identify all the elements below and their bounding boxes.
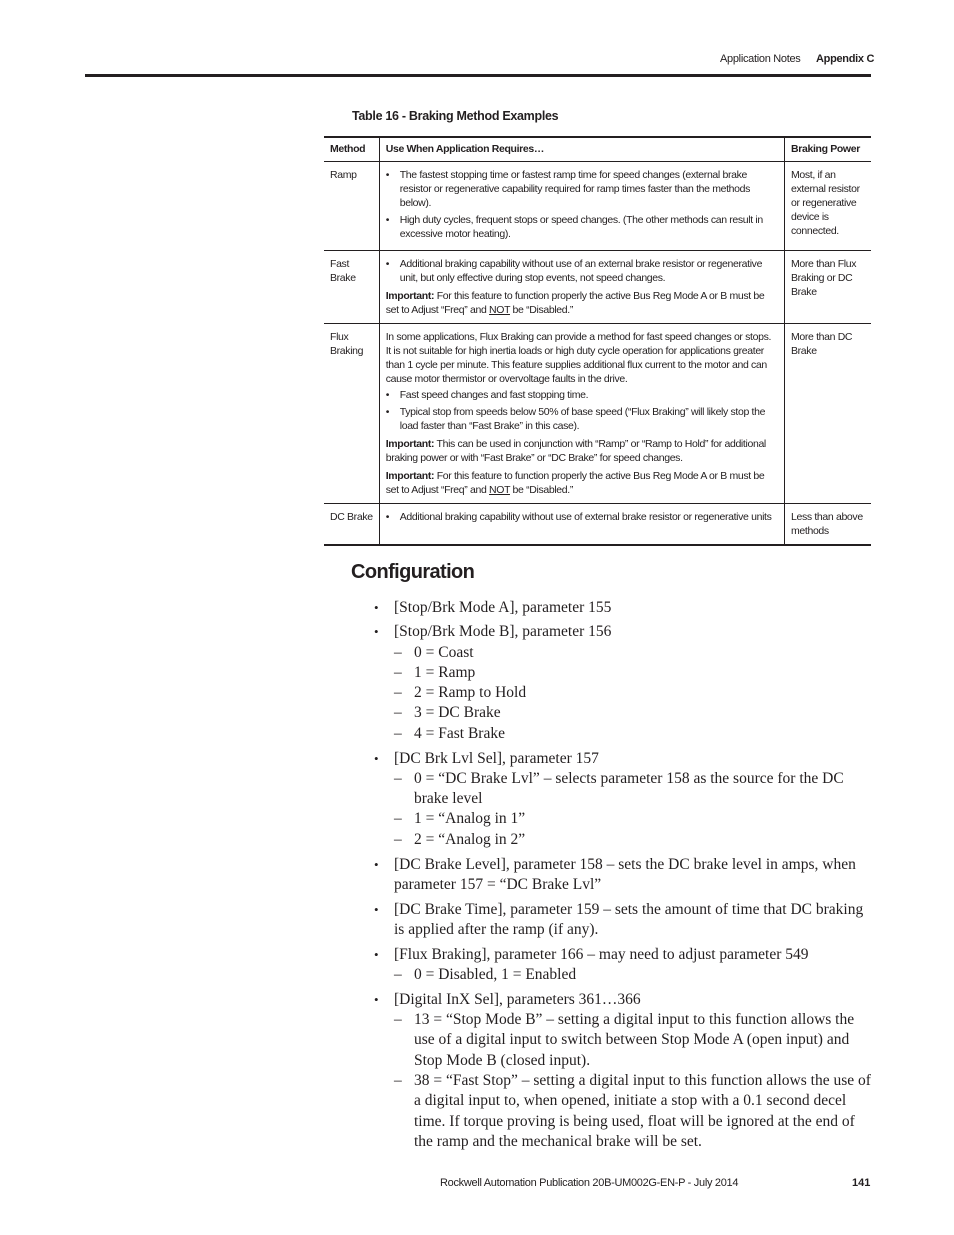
bullet-item: • High duty cycles, frequent stops or speed changes. (The other methods can result in excessive motor heating).	[386, 213, 778, 241]
table-title: Table 16 - Braking Method Examples	[352, 109, 559, 123]
sub-list-item: – 4 = Fast Brake	[374, 724, 874, 744]
braking-power-cell: More than DC Brake	[785, 324, 872, 504]
sub-list-item: – 1 = “Analog in 1”	[374, 809, 874, 829]
braking-power-cell: Most, if an external resistor or regenerative device is connected.	[785, 162, 872, 251]
use-when-cell	[379, 162, 784, 251]
bullet-item: • The fastest stopping time or fastest ramp time for speed changes (external brake resistor or regenerative capability required for ramp times faster than the methods below).	[386, 168, 778, 210]
important-not: NOT	[489, 304, 510, 316]
flux-intro-text: In some applications, Flux Braking can provide a method for fast speed changes or stops. It is not suitable for high inertia loads or high duty cycle operation for applications greater than 1 cycle per minute. This feature supplies additional flux current to the motor and can cause motor thermistor or overvoltage faults in the drive.	[385, 331, 772, 385]
method-cell: DC Brake	[324, 504, 379, 546]
list-item: • [Digital InX Sel], parameters 361…366	[374, 990, 874, 1010]
list-item: • [DC Brk Lvl Sel], parameter 157	[374, 749, 874, 769]
bullet-item: • Typical stop from speeds below 50% of base speed (“Flux Braking” will likely stop the load faster than “Fast Brake” in this case).	[386, 405, 778, 433]
braking-power-cell: More than Flux Braking or DC Brake	[785, 251, 872, 324]
running-header-section: Application Notes	[720, 53, 801, 65]
bullet-item: • Additional braking capability without use of an external brake resistor or regenerative unit, but only effective during stop events, not speed changes.	[386, 257, 778, 285]
use-when-cell	[379, 504, 784, 546]
method-cell: Fast Brake	[324, 251, 379, 324]
list-item: • [DC Brake Level], parameter 158 – sets the DC brake level in amps, when parameter 157 = “DC Brake Lvl”	[374, 855, 874, 896]
important-label: Important:	[385, 470, 435, 482]
method-cell: Ramp	[324, 162, 379, 251]
list-item: • [Flux Braking], parameter 166 – may need to adjust parameter 549	[374, 945, 874, 965]
important-text-end: be “Disabled.”	[509, 484, 573, 496]
sub-list-item: – 2 = “Analog in 2”	[374, 830, 874, 850]
important-text-end: be “Disabled.”	[509, 304, 573, 316]
important-label: Important:	[385, 290, 435, 302]
use-when-cell	[379, 324, 784, 504]
column-header-use-when: Use When Application Requires…	[379, 137, 784, 162]
important-note	[386, 437, 778, 465]
braking-method-table	[324, 136, 871, 546]
footer-publication: Rockwell Automation Publication 20B-UM002G-EN-P - July 2014	[440, 1177, 739, 1189]
sub-list-item: – 38 = “Fast Stop” – setting a digital input to this function allows the use of a digital input to, when opened, initiate a stop with a 0.1 second decel time. If torque proving is being used, float will be ignored at the end of the ramp and the mechanical brake will be set.	[374, 1071, 874, 1152]
important-text: For this feature to function properly the active Bus Reg Mode A or B must be set to Adjust “Freq” and	[385, 470, 765, 496]
configuration-list	[374, 593, 874, 1152]
sub-list-item: – 3 = DC Brake	[374, 703, 874, 723]
sub-list-item: – 2 = Ramp to Hold	[374, 683, 874, 703]
sub-list-item: – 0 = “DC Brake Lvl” – selects parameter 158 as the source for the DC brake level	[374, 769, 874, 810]
table-row-ramp	[324, 162, 871, 251]
important-text: This can be used in conjunction with “Ramp” or “Ramp to Hold” for additional braking power or with “Fast Brake” or “DC Brake” for speed changes.	[385, 438, 766, 464]
important-text: For this feature to function properly the active Bus Reg Mode A or B must be set to Adjust “Freq” and	[385, 290, 765, 316]
header-rule	[85, 74, 871, 77]
list-item: • [Stop/Brk Mode B], parameter 156	[374, 622, 874, 642]
sub-list-item: – 0 = Disabled, 1 = Enabled	[374, 965, 874, 985]
use-when-cell	[379, 251, 784, 324]
important-not: NOT	[489, 484, 510, 496]
important-note	[386, 469, 778, 497]
list-item: • [DC Brake Time], parameter 159 – sets the amount of time that DC braking is applied after the ramp (if any).	[374, 900, 874, 941]
sub-list-item: – 13 = “Stop Mode B” – setting a digital input to this function allows the use of a digital input to switch between Stop Mode A (open input) and Stop Mode B (closed input).	[374, 1010, 874, 1071]
important-note	[386, 289, 778, 317]
sub-list-item: – 0 = Coast	[374, 643, 874, 663]
table-row-flux-braking	[324, 324, 871, 504]
method-cell: Flux Braking	[324, 324, 379, 504]
section-heading: Configuration	[351, 561, 475, 583]
bullet-item: • Additional braking capability without use of external brake resistor or regenerative units	[386, 510, 778, 524]
table-row-dc-brake	[324, 504, 871, 546]
important-label: Important:	[385, 438, 435, 450]
column-header-braking-power: Braking Power	[785, 137, 872, 162]
page-number: 141	[852, 1177, 871, 1189]
braking-power-cell: Less than above methods	[785, 504, 872, 546]
sub-list-item: – 1 = Ramp	[374, 663, 874, 683]
running-header-appendix: Appendix C	[816, 53, 875, 65]
column-header-method: Method	[324, 137, 379, 162]
list-item: • [Stop/Brk Mode A], parameter 155	[374, 598, 874, 618]
table-row-fast-brake	[324, 251, 871, 324]
table-header-row	[324, 137, 871, 162]
bullet-item: • Fast speed changes and fast stopping time.	[386, 388, 778, 402]
